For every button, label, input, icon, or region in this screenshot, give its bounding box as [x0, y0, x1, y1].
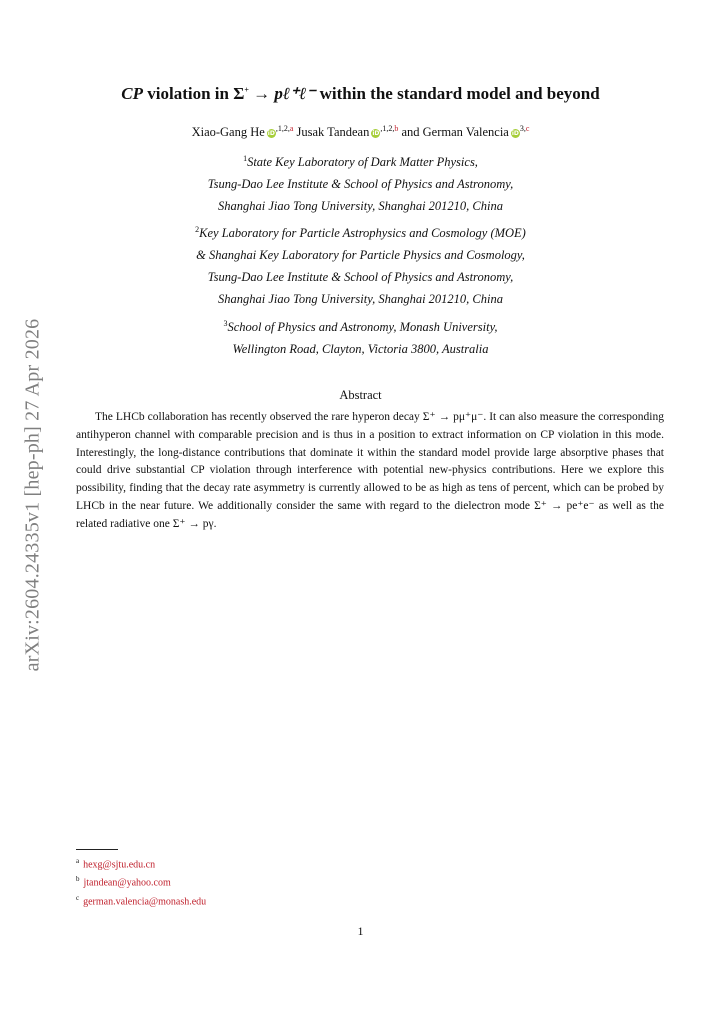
author-name: German Valencia: [422, 125, 509, 140]
affiliation-line: Tsung-Dao Lee Institute & School of Physics and Astronomy,: [207, 177, 514, 192]
orcid-icon[interactable]: iD: [511, 130, 519, 138]
title-final-state: pℓ⁺ℓ⁻: [274, 84, 316, 103]
paper-title: [0, 84, 721, 104]
title-arrow: →: [248, 84, 275, 103]
footnote-item: [76, 872, 206, 890]
author-affiliations: ,1,2,: [380, 124, 395, 133]
author-conjunction: and: [401, 125, 420, 140]
orcid-icon[interactable]: iD: [372, 130, 380, 138]
footnote-mark: a: [76, 857, 80, 865]
author-footnote-link[interactable]: b: [394, 124, 399, 133]
orcid-icon[interactable]: iD: [267, 130, 275, 138]
title-sigma-charge: +: [244, 85, 249, 95]
affiliation-line: State Key Laboratory of Dark Matter Physics,: [247, 155, 478, 170]
affiliation-line: & Shanghai Key Laboratory for Particle Physics and Cosmology,: [196, 248, 525, 263]
arxiv-identifier-stamp: arXiv:2604.24335v1 [hep-ph] 27 Apr 2026: [21, 318, 44, 672]
title-tail: within the standard model and beyond: [315, 84, 600, 103]
author-name: Xiao-Gang He: [191, 125, 265, 140]
footnotes: [76, 854, 206, 909]
affiliation-2: [0, 219, 721, 310]
author-footnote-link[interactable]: a: [289, 124, 294, 133]
author-list: [0, 124, 721, 140]
affiliation-line: Shanghai Jiao Tong University, Shanghai 201210, China: [218, 199, 503, 214]
email-link[interactable]: jtandean@yahoo.com: [83, 877, 171, 889]
affiliation-3: [0, 313, 721, 360]
author-footnote-link[interactable]: c: [525, 124, 530, 133]
title-cp: CP: [121, 84, 143, 103]
footnote-divider: [76, 849, 118, 850]
title-text: violation in Σ: [147, 84, 245, 103]
affiliation-number: 1: [243, 154, 248, 163]
affiliation-number: 2: [195, 225, 200, 234]
affiliation-line: Tsung-Dao Lee Institute & School of Physics and Astronomy,: [207, 270, 514, 285]
affiliation-line: School of Physics and Astronomy, Monash University,: [227, 320, 498, 335]
abstract-body: The LHCb collaboration has recently observed the rare hyperon decay Σ⁺ → pμ⁺μ⁻. It can also measure the corresponding antihyperon channel with comparable precision and is thus in a position to extract information on CP violation in this mode. Interestingly, the long-distance contributions that dominate it within the standard model provide large absorptive phases that could drive substantial CP violation through interference with potential new-physics contributions. Here we explore this possibility, finding that the decay rate asymmetry is currently allowed to be as high as tens of percent, which can be probed by LHCb in the near future. We additionally consider the same with regard to the dielectron mode Σ⁺ → pe⁺e⁻ as well as the related radiative one Σ⁺ → pγ.: [76, 411, 664, 530]
abstract-heading: Abstract: [339, 388, 382, 402]
author-affiliations: 3,: [519, 124, 526, 133]
affiliation-line: Key Laboratory for Particle Astrophysics and Cosmology (MOE): [199, 226, 526, 241]
footnote-item: [76, 891, 206, 909]
affiliation-line: Shanghai Jiao Tong University, Shanghai 201210, China: [218, 292, 503, 307]
footnote-mark: b: [76, 875, 80, 884]
affiliation-line: Wellington Road, Clayton, Victoria 3800, Australia: [232, 342, 489, 357]
affiliation-1: [0, 148, 721, 217]
email-link[interactable]: german.valencia@monash.edu: [83, 895, 207, 907]
affiliation-number: 3: [223, 319, 228, 328]
author-name: Jusak Tandean: [296, 125, 370, 140]
author-affiliations: ,1,2,: [275, 124, 290, 133]
footnote-mark: c: [76, 893, 80, 902]
email-link[interactable]: hexg@sjtu.edu.cn: [83, 859, 156, 871]
page-number: 1: [357, 924, 364, 938]
footnote-item: [76, 854, 206, 872]
